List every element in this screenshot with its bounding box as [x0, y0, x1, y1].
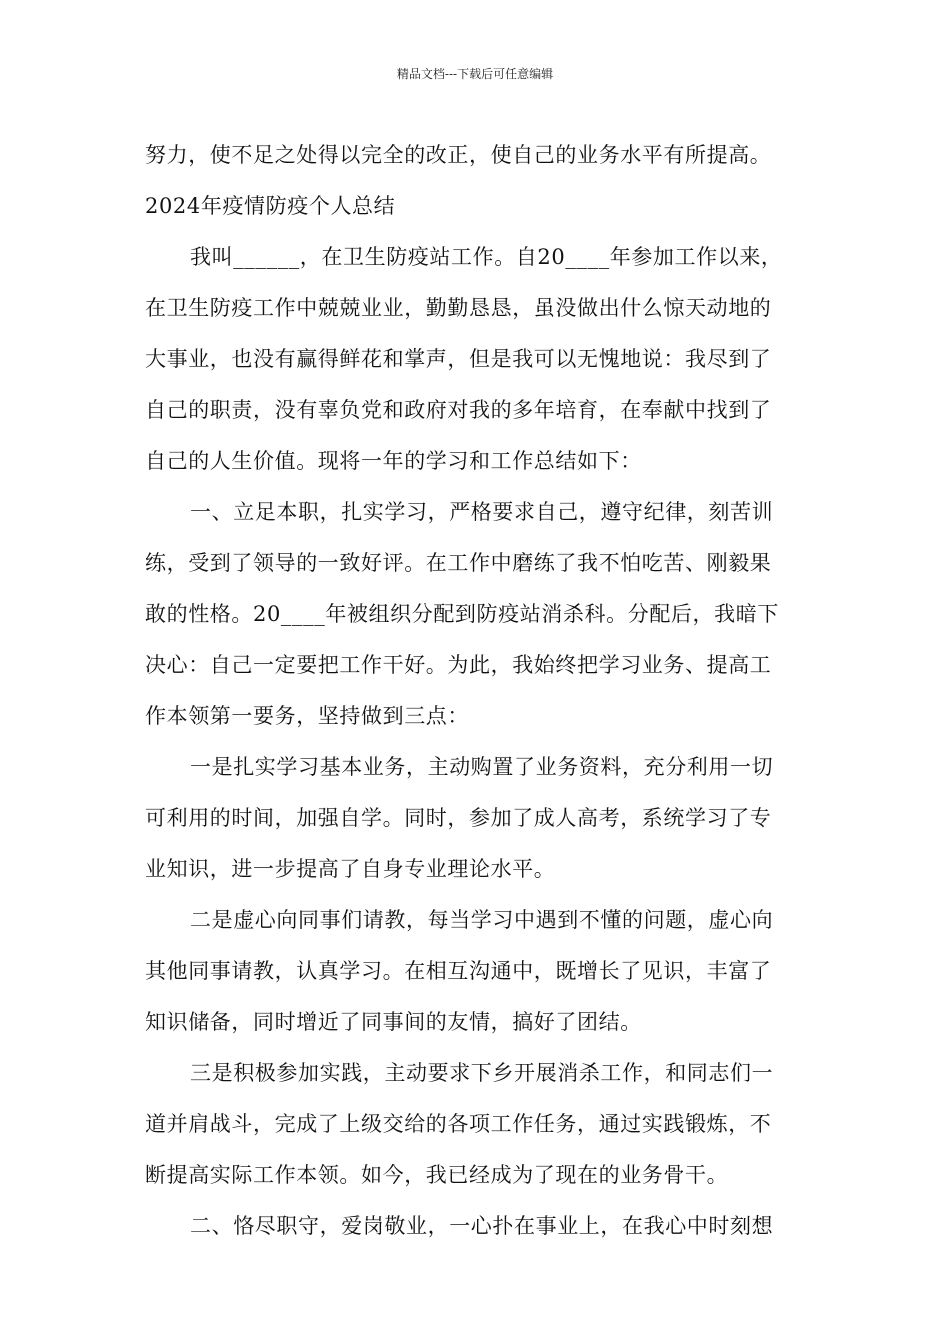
text-line: 可利用的时间，加强自学。同时，参加了成人高考，系统学习了专	[145, 806, 772, 830]
text-line: 一、立足本职，扎实学习，严格要求自己，遵守纪律，刻苦训	[190, 500, 774, 524]
text-line: 自己的职责，没有辜负党和政府对我的多年培育，在奉献中找到了	[145, 398, 772, 422]
text-line: 道并肩战斗，完成了上级交给的各项工作任务，通过实践锻炼，不	[145, 1112, 772, 1136]
text-line: 知识储备，同时增近了同事间的友情，搞好了团结。	[145, 1010, 642, 1034]
document-body	[145, 130, 810, 1252]
page-header: 精品文档---下载后可任意编辑	[396, 67, 554, 81]
text-line: 决心：自己一定要把工作干好。为此，我始终把学习业务、提高工	[145, 653, 772, 677]
text-line: 大事业，也没有赢得鲜花和掌声，但是我可以无愧地说：我尽到了	[145, 347, 772, 371]
text-line: 业知识，进一步提高了自身专业理论水平。	[145, 857, 556, 881]
text-line: 练，受到了领导的一致好评。在工作中磨练了我不怕吃苦、刚毅果	[145, 551, 772, 575]
text-line: 二、恪尽职守，爱岗敬业，一心扑在事业上，在我心中时刻想	[190, 1214, 774, 1238]
section-title: 2024年疫情防疫个人总结	[145, 194, 396, 218]
text-line: 一是扎实学习基本业务，主动购置了业务资料，充分利用一切	[190, 755, 774, 779]
text-line: 在卫生防疫工作中兢兢业业，勤勤恳恳，虽没做出什么惊天动地的	[145, 296, 772, 320]
text-line: 断提高实际工作本领。如今，我已经成为了现在的业务骨干。	[145, 1163, 729, 1187]
text-line: 作本领第一要务，坚持做到三点：	[145, 704, 469, 728]
text-line: 敢的性格。20____年被组织分配到防疫站消杀科。分配后，我暗下	[145, 602, 779, 626]
text-line: 其他同事请教，认真学习。在相互沟通中，既增长了见识，丰富了	[145, 959, 772, 983]
text-line: 三是积极参加实践，主动要求下乡开展消杀工作，和同志们一	[190, 1061, 774, 1085]
text-line: 二是虚心向同事们请教，每当学习中遇到不懂的问题，虚心向	[190, 908, 774, 932]
text-line: 努力，使不足之处得以完全的改正，使自己的业务水平有所提高。	[145, 143, 772, 167]
text-line: 我叫______，在卫生防疫站工作。自20____年参加工作以来，	[190, 245, 783, 269]
text-line: 自己的人生价值。现将一年的学习和工作总结如下：	[145, 449, 642, 473]
